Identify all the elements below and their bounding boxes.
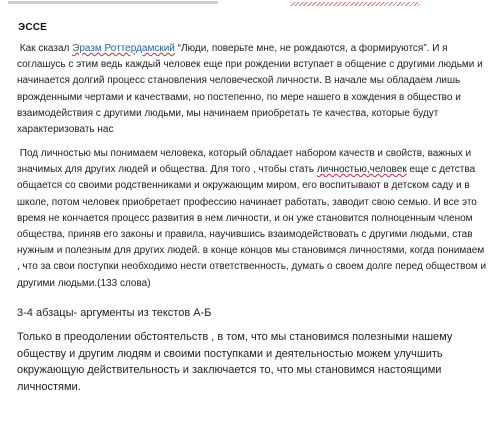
p2-body: еще с детства общается со своими родственниками и окружающим миром, его воспитывают в детском саду и в школе, потом человек приобретает профессию начинает работать, заводит свою семью. И все это время не кончается процесс развития в нем личности, и он уже становится полноценным членом общества, приняв его законы и правила, научившись взаимодействовать с другими людьми, став нужным и полезным для других людей. в конце концов мы становимся личностями, когда понимаем , что за свои поступки необходимо нести ответственность, думать о своем долге перед обществом и другими людьми. <box>17 164 487 289</box>
paragraph-3: Только в преодолении обстоятельств , в том, что мы становимся полезными нашему обществу и другим людям и своими поступками и деятельностью можем улучшить окружающую действительность и заключается то, что мы становимся настоящими личностями. <box>17 331 453 393</box>
author-link[interactable]: Эразм Роттердамский <box>72 43 175 54</box>
p2-intro: Под личностью мы понимаем человека, который обладает набором качеств и свойств, важных и значимых для других людей и общества. Для того , чтобы стать <box>17 148 472 176</box>
misspelled-word[interactable]: личностью,человек <box>316 164 407 176</box>
p1-body: “Люди, поверьте мне, не рождаются, а формируются”. И я соглашусь с этим ведь каждый человек еще при рождении вступает в общение с другими людьми и начинается долгий процесс становления человеческой личности. В начале мы обладаем лишь врожденными чертами и качествами, но постепенно, по мере нашего в хождения в общество и взаимодействия с другими людьми, мы начинаем приобретать те качества, которые будут характеризовать нас <box>17 43 483 136</box>
paragraph-1 <box>17 41 487 138</box>
arguments-subheading: 3-4 абзацы- аргументы из текстов А-Б <box>17 307 212 319</box>
word-count: (133 слова) <box>97 277 151 289</box>
essay-heading: ЭССЕ <box>18 22 48 33</box>
p1-intro: Как сказал <box>19 43 73 54</box>
paragraph-2 <box>17 146 487 292</box>
